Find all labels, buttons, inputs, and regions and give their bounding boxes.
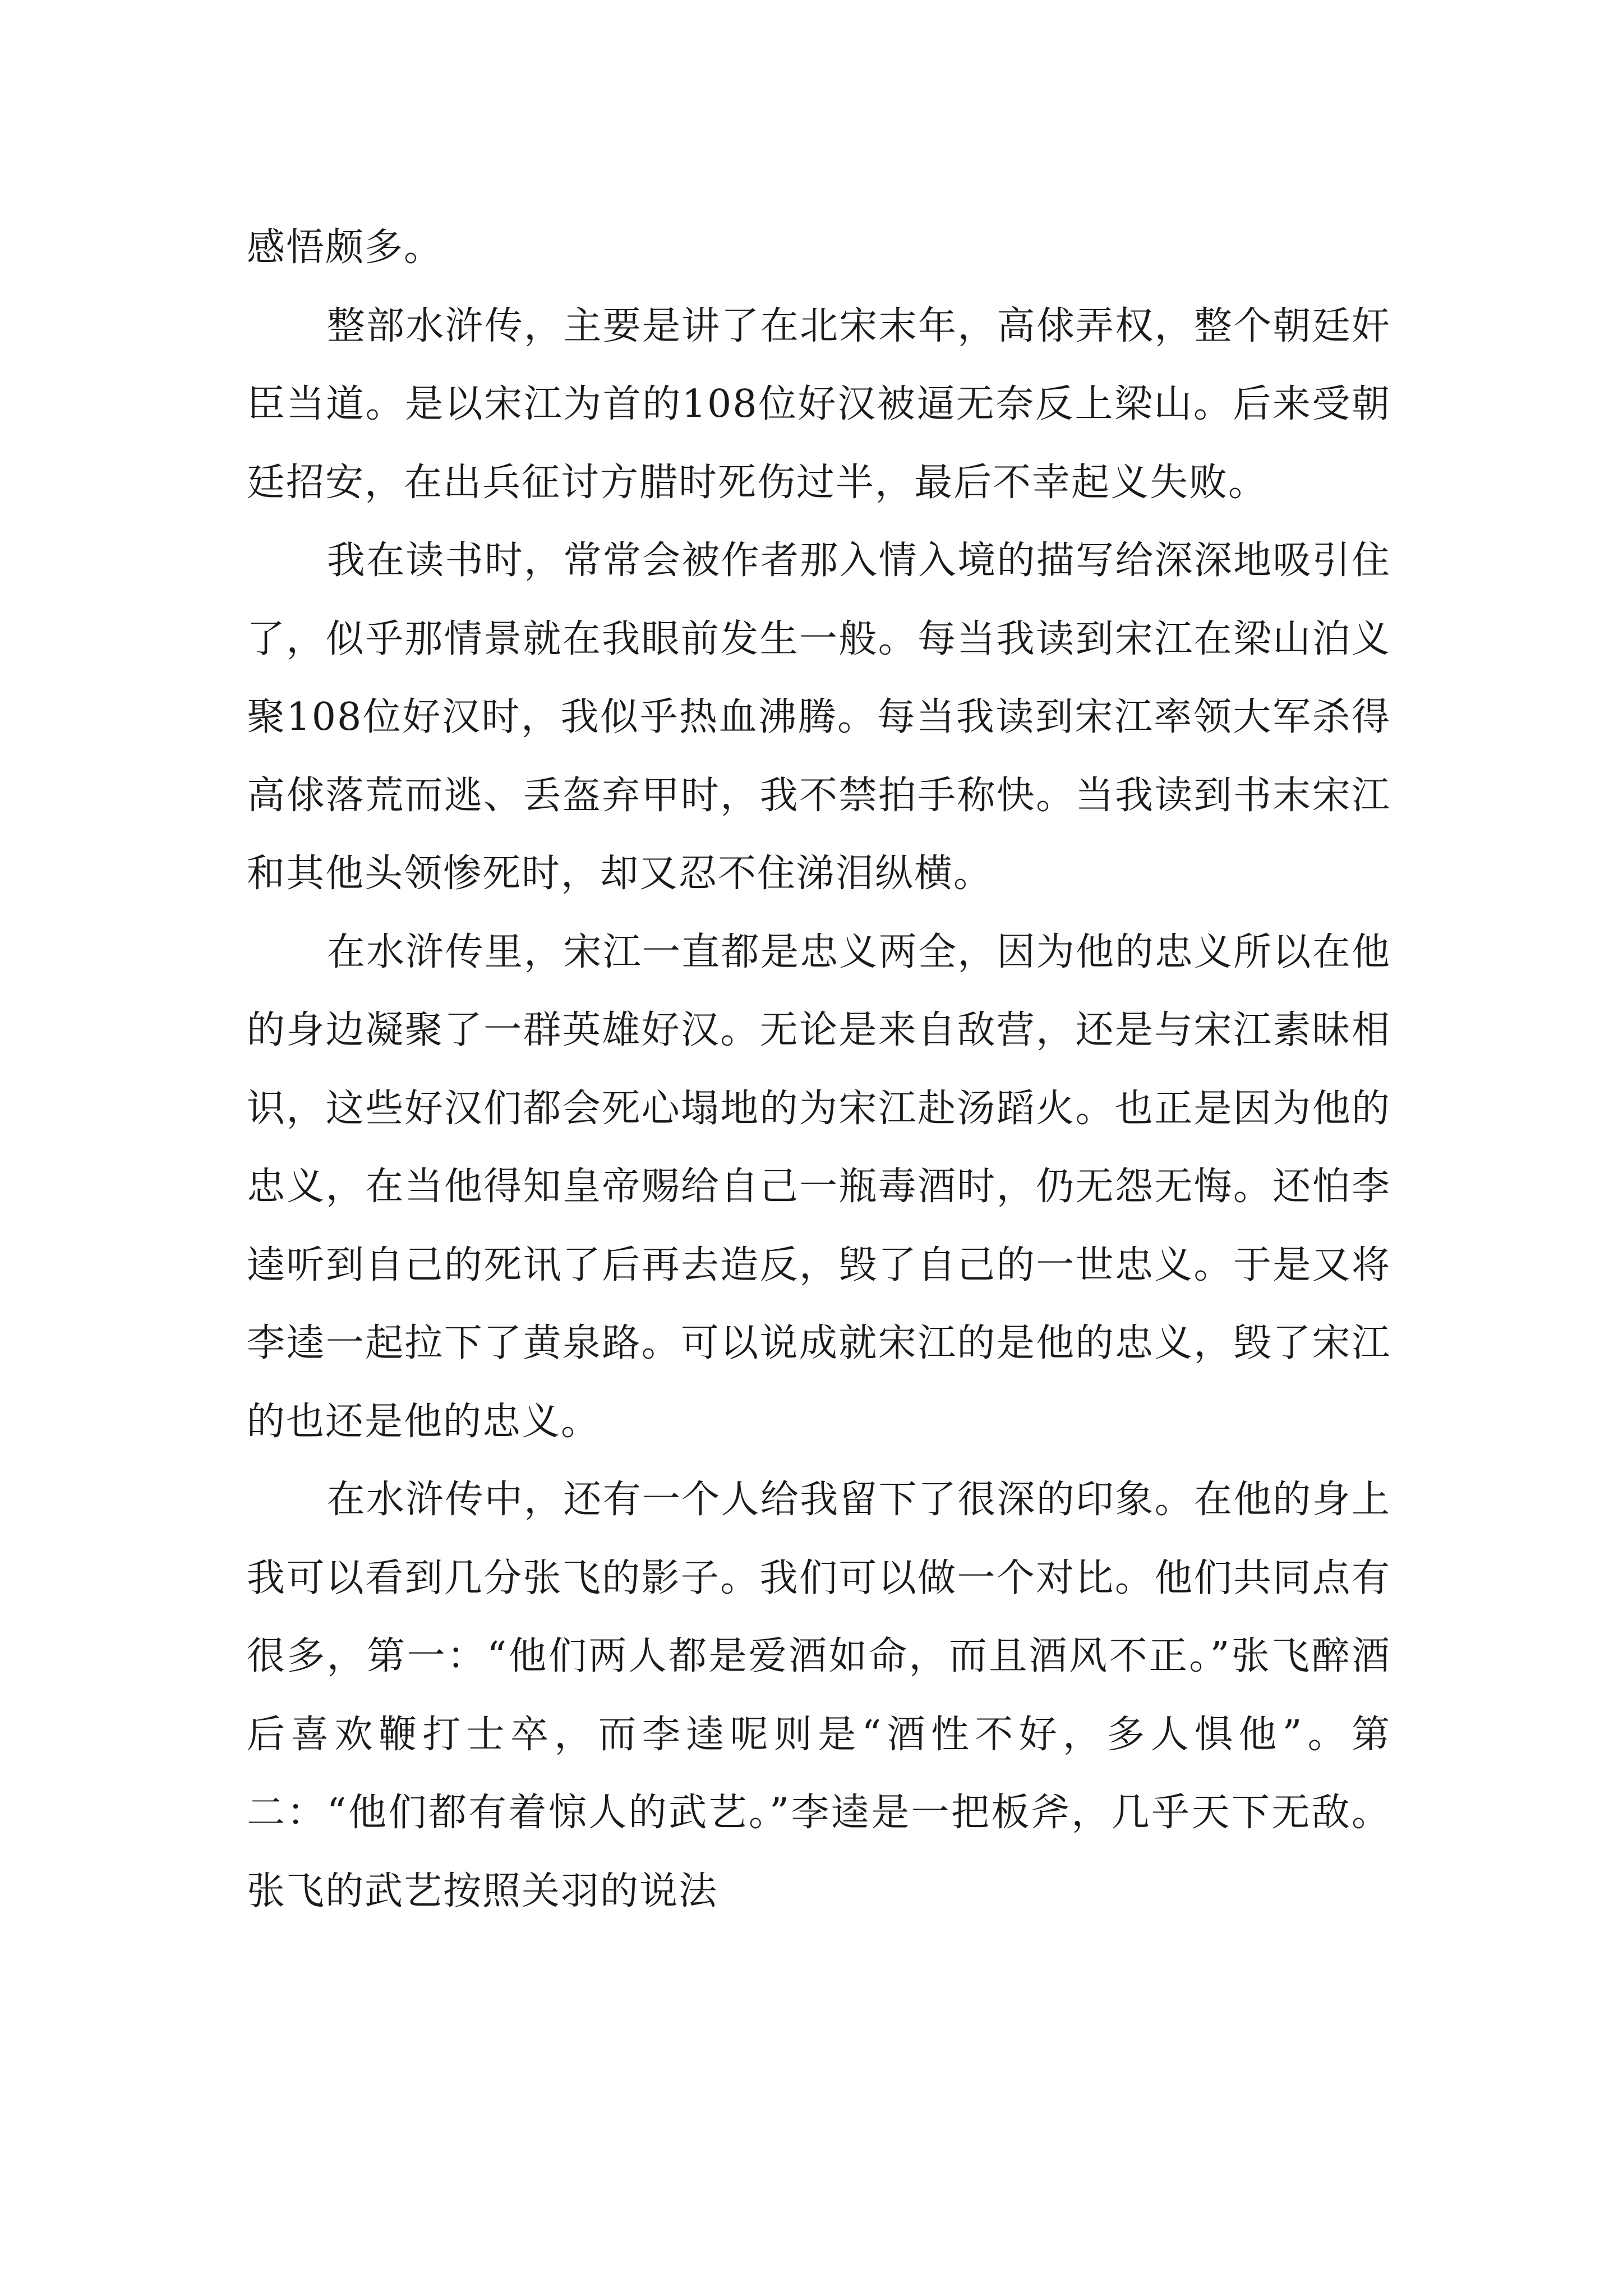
document-page	[247, 209, 1391, 1930]
paragraph-5: 在水浒传中，还有一个人给我留下了很深的印象。在他的身上我可以看到几分张飞的影子。我们可以做一个对比。他们共同点有很多，第一：“他们两人都是爱酒如命，而且酒风不正。”张飞醉酒后喜欢鞭打士卒，而李逵呢则是“酒性不好，多人惧他”。第二：“他们都有着惊人的武艺。”李逵是一把板斧，几乎天下无敌。张飞的武艺按照关羽的说法	[247, 1478, 1391, 1913]
paragraph-2: 整部水浒传，主要是讲了在北宋末年，高俅弄权，整个朝廷奸臣当道。是以宋江为首的108位好汉被逼无奈反上梁山。后来受朝廷招安，在出兵征讨方腊时死伤过半，最后不幸起义失败。	[247, 303, 1391, 505]
paragraph-4: 在水浒传里，宋江一直都是忠义两全，因为他的忠义所以在他的身边凝聚了一群英雄好汉。无论是来自敌营，还是与宋江素昧相识，这些好汉们都会死心塌地的为宋江赴汤蹈火。也正是因为他的忠义，在当他得知皇帝赐给自己一瓶毒酒时，仍无怨无悔。还怕李逵听到自己的死讯了后再去造反，毁了自己的一世忠义。于是又将李逵一起拉下了黄泉路。可以说成就宋江的是他的忠义，毁了宋江的也还是他的忠义。	[247, 930, 1391, 1444]
paragraph-3: 我在读书时，常常会被作者那入情入境的描写给深深地吸引住了，似乎那情景就在我眼前发生一般。每当我读到宋江在梁山泊义聚108位好汉时，我似乎热血沸腾。每当我读到宋江率领大军杀得高俅落荒而逃、丢盔弃甲时，我不禁拍手称快。当我读到书末宋江和其他头领惨死时，却又忍不住涕泪纵横。	[247, 539, 1391, 896]
paragraph-1: 感悟颇多。	[247, 226, 444, 270]
